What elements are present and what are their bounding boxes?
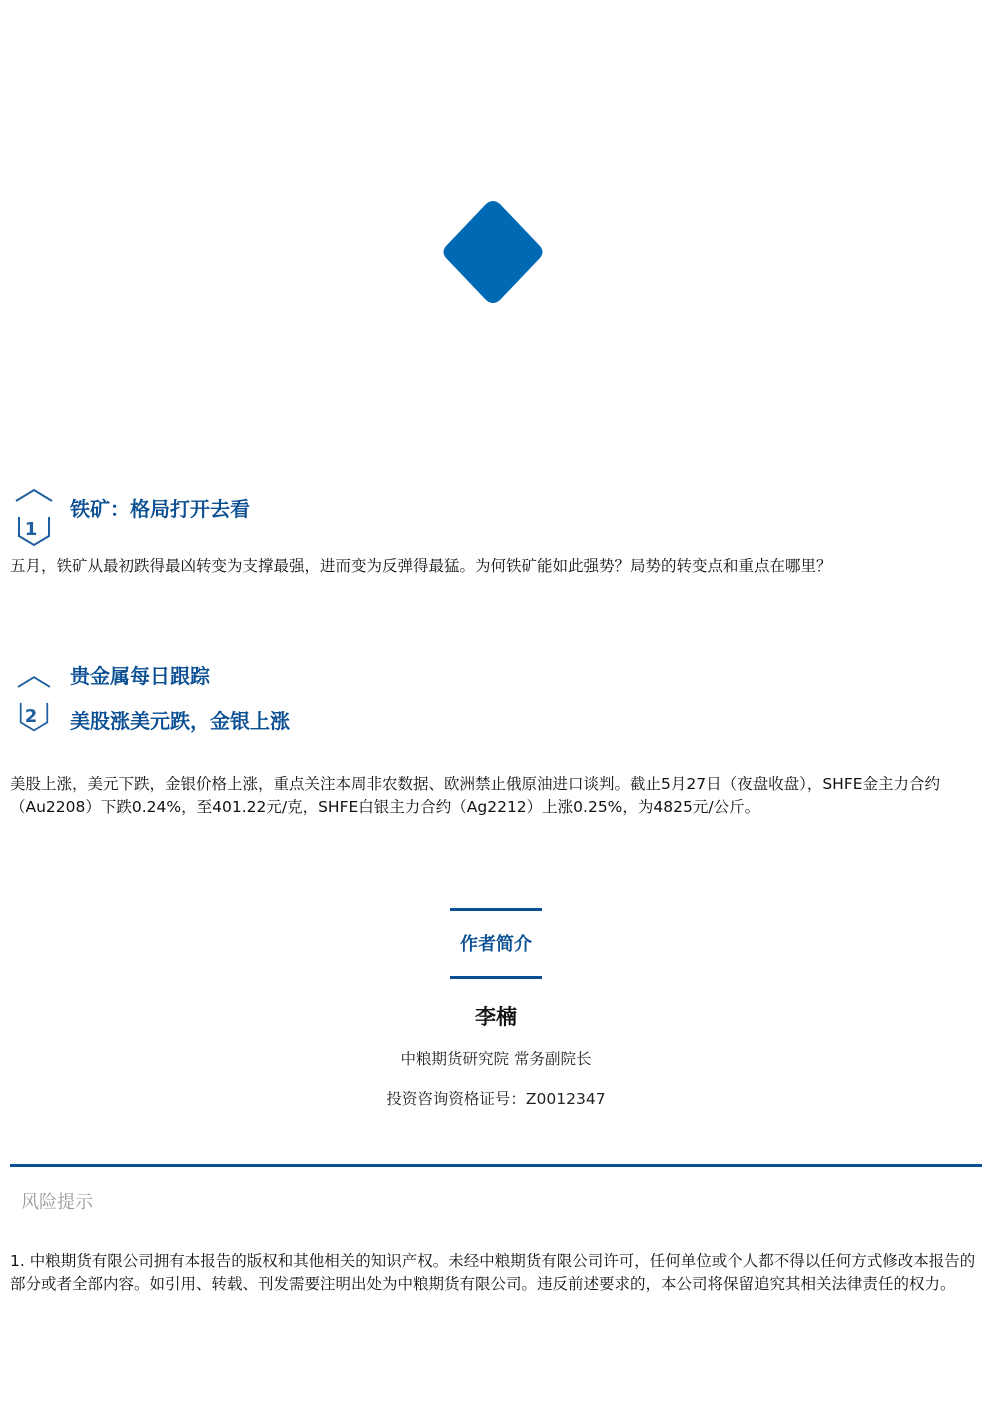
author-position: 中粮期货研究院 常务副院长	[400, 1050, 592, 1068]
author-bottom-rule	[450, 976, 542, 979]
section-body: 五月，铁矿从最初跌得最凶转变为支撑最强，进而变为反弹得最猛。为何铁矿能如此强势？局势的转变点和重点在哪里？	[10, 557, 832, 575]
author-name: 李楠	[475, 1005, 517, 1029]
diamond-logo-icon	[441, 200, 545, 306]
risk-heading: 风险提示	[21, 1192, 93, 1213]
risk-divider	[10, 1164, 982, 1167]
author-heading: 作者简介	[460, 934, 532, 955]
author-license: 投资咨询资格证号：Z0012347	[386, 1090, 606, 1108]
section-number: 1	[24, 519, 38, 540]
section-body: 美股上涨，美元下跌，金银价格上涨，重点关注本周非农数据、欧洲禁止俄原油进口谈判。截止5月27日（夜盘收盘），SHFE金主力合约（Au2208）下跌0.24%，至401.22元/克，SHFE白银主力合约（Ag2212）上涨0.25%，为4825元/公斤。	[10, 775, 941, 816]
risk-text: 1. 中粮期货有限公司拥有本报告的版权和其他相关的知识产权。未经中粮期货有限公司许可，任何单位或个人都不得以任何方式修改本报告的部分或者全部内容。如引用、转载、刊发需要注明出处为中粮期货有限公司。违反前述要求的，本公司将保留追究其相关法律责任的权力。	[10, 1252, 976, 1293]
section-number: 2	[24, 706, 38, 727]
section-title: 贵金属每日跟踪	[70, 664, 210, 688]
section-title: 铁矿：格局打开去看	[70, 497, 250, 521]
author-top-rule	[450, 908, 542, 911]
section-2	[0, 655, 992, 855]
section-subtitle: 美股涨美元跌，金银上涨	[70, 709, 290, 733]
section-1	[0, 480, 992, 590]
